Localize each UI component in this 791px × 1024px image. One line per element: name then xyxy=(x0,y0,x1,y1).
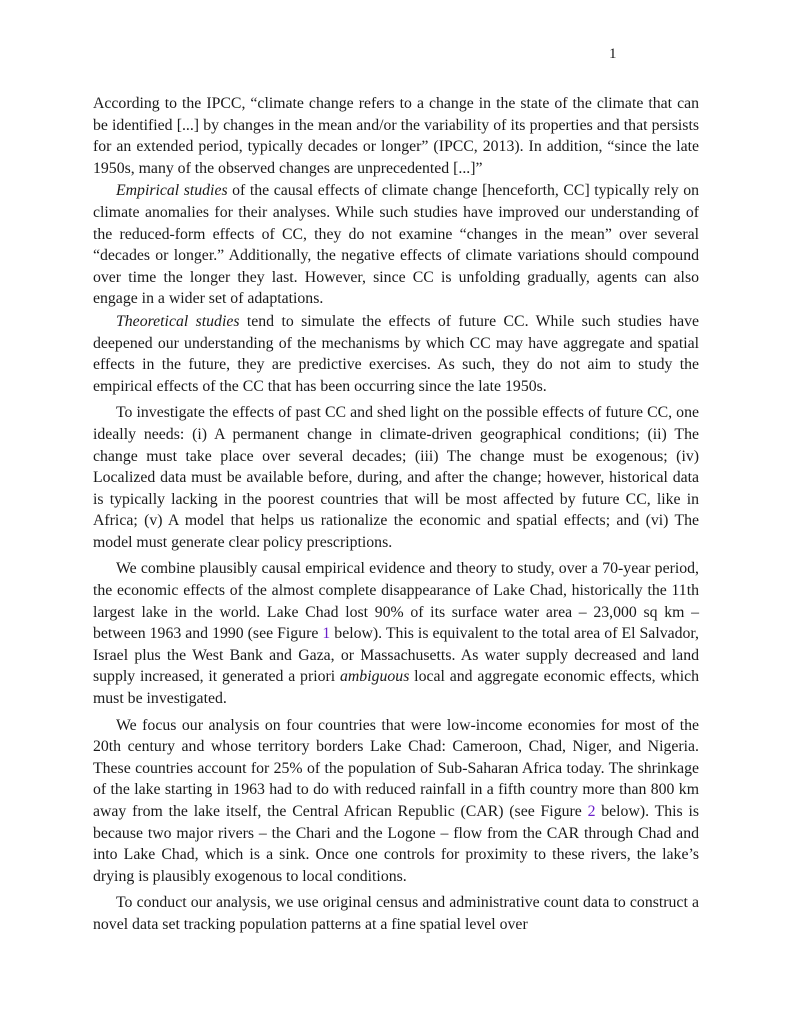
paragraph-theoretical-studies xyxy=(93,311,699,397)
paragraph-four-countries xyxy=(93,715,699,888)
empirical-studies-text: of the causal effects of climate change [henceforth, CC] typically rely on climate anomalies for their analyses. While such studies have improved our understanding of the reduced-form effects of CC, they do not examine “changes in the mean” over several “decades or longer.” Additionally, the negative effects of climate variations should compound over time the longer they last. However, since CC is unfolding gradually, agents can also engage in a wider set of adaptations. xyxy=(93,182,699,308)
four-countries-text-2: below). This is because two major rivers – the Chari and the Logone – flow from the CAR through Chad and into Lake Chad, which is a sink. Once one controls for proximity to these rivers, the lake’s drying is plausibly exogenous to local conditions. xyxy=(93,803,699,885)
empirical-studies-lead: Empirical studies xyxy=(116,182,228,200)
four-countries-text-1: We focus our analysis on four countries that were low-income economies for most of the 20th century and whose territory borders Lake Chad: Cameroon, Chad, Niger, and Nigeria. These countries account for 25% of the population of Sub-Saharan Africa today. The shrinkage of the lake starting in 1963 had to do with reduced rainfall in a fifth country more than 800 km away from the lake itself, the Central African Republic (CAR) (see Figure xyxy=(93,716,699,820)
paragraph-lake-chad xyxy=(93,558,699,709)
figure-1-link[interactable]: 1 xyxy=(322,625,331,643)
paragraph-data-analysis: To conduct our analysis, we use original census and administrative count data to construct a novel data set tracking population patterns at a fine spatial level over xyxy=(93,894,699,933)
ambiguous-emphasis: ambiguous xyxy=(340,668,410,686)
figure-2-link[interactable]: 2 xyxy=(587,803,596,820)
lake-chad-text-2: below). This is equivalent to the total area of El Salvador, Israel plus the West Bank and Gaza, or Massachusetts. As water supply decreased and land supply increased, it generated a priori xyxy=(93,625,699,686)
paragraph-requirements: To investigate the effects of past CC and shed light on the possible effects of future CC, one ideally needs: (i) A permanent change in climate-driven geographical conditions; (ii) The change must take place over several decades; (iii) The change must be exogenous; (iv) Localized data must be available before, during, and after the change; however, historical data is typically lacking in the poorest countries that will be most affected by future CC, like in Africa; (v) A model that helps us rationalize the economic and spatial effects; and (vi) The model must generate clear policy prescriptions. xyxy=(93,404,699,551)
page-number: 1 xyxy=(609,46,617,62)
theoretical-studies-lead: Theoretical studies xyxy=(116,312,240,330)
body-text xyxy=(93,93,699,937)
paragraph-empirical-studies xyxy=(93,180,699,310)
lake-chad-text-1: We combine plausibly causal empirical evidence and theory to study, over a 70-year period, the economic effects of the almost complete disappearance of Lake Chad, historically the 11th largest lake in the world. Lake Chad lost 90% of its surface water area – 23,000 sq km – between 1963 and 1990 (see Figure xyxy=(93,560,699,643)
lake-chad-text-3: local and aggregate economic effects, which must be investigated. xyxy=(93,668,699,708)
paragraph-ipcc-definition: According to the IPCC, “climate change refers to a change in the state of the climate that can be identified [...] by changes in the mean and/or the variability of its properties and that persists for an extended period, typically decades or longer” (IPCC, 2013). In addition, “since the late 1950s, many of the observed changes are unprecedented [...]” xyxy=(93,95,699,177)
theoretical-studies-text: tend to simulate the effects of future CC. While such studies have deepened our understanding of the mechanisms by which CC may have aggregate and spatial effects in the future, they are predictive exercises. As such, they do not aim to study the empirical effects of the CC that has been occurring since the late 1950s. xyxy=(93,312,699,395)
